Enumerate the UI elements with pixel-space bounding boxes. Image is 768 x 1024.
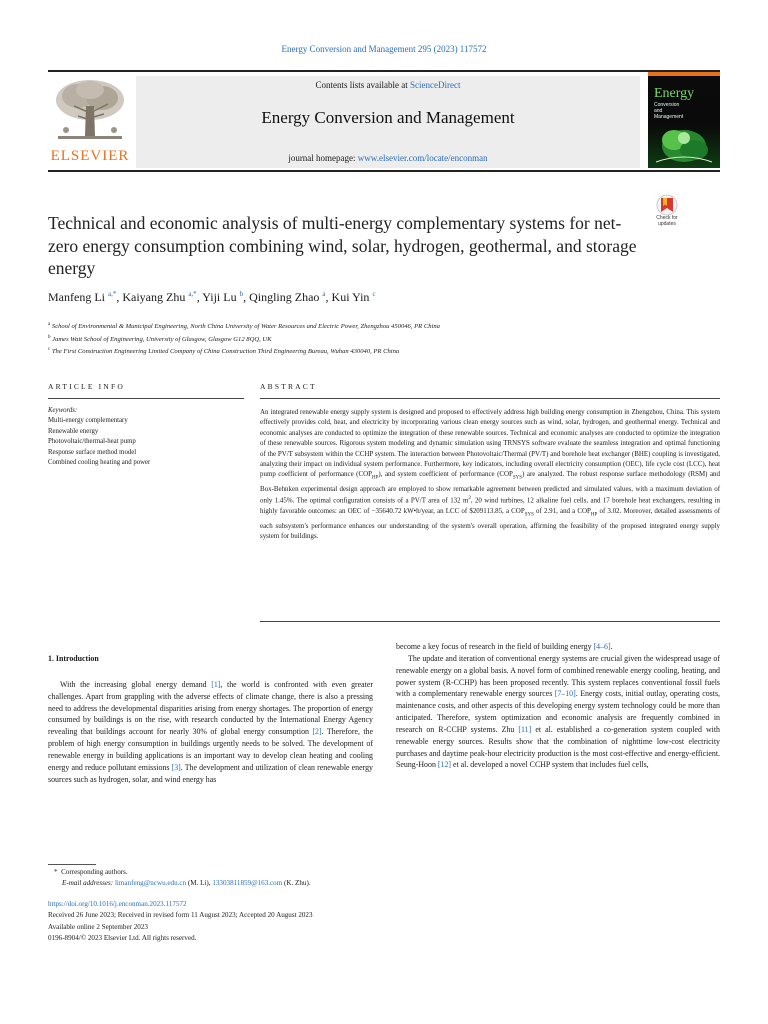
author-affiliation-mark[interactable]: a,*	[107, 290, 117, 298]
author-name: Qingling Zhao	[249, 290, 320, 304]
affiliation	[48, 333, 688, 346]
abstract-rule	[260, 398, 720, 399]
running-head[interactable]: Energy Conversion and Management 295 (2023) 117572	[281, 44, 487, 54]
author-name: Yiji Lu	[202, 290, 237, 304]
cover-subtitle-line: Conversion	[654, 102, 680, 108]
abstract-part: An integrated renewable energy supply system is designed and proposed to effectively address high building energy consumption in Zhengzhou, China. This system effectively provides cold, heat, and electricity by incorporating various clean energy sources such as wind, solar, hydrogen, and geothermal energy. Technical and economic analyses are conducted to optimize the integration of these renewable sources. Technical and economic analyses are conducted to optimize the integration of these renewable sources. Rigorous system modeling and dynamic simulation using TRNSYS software evaluate the seamless integration and optimal functioning of the PV/T subsystem within the CCHP system. The interaction between Photovoltaic/Thermal (PV/T) and borehole heat exchanger (BHE) coupling is investigated, analyzing their impact on individual system performance. Furthermore, key indicators, including overall electricity consumption (OEC), life cycle cost (LCC), heat pump coefficient of performance (COP	[260, 408, 720, 479]
footnotes	[48, 864, 720, 890]
author-list: Manfeng Li $^{a,*}$, Kaiyang Zhu $^{a,*}$, Yiji Lu $^b$, Qingling Zhao $^a$, Kui Yin $^c$	[48, 290, 376, 304]
contents-line	[136, 80, 640, 90]
affiliation-mark: c	[48, 347, 51, 353]
email-owner: (M. Li),	[186, 879, 213, 888]
cover-title: Energy	[654, 86, 695, 101]
email-link[interactable]: limanfeng@ncwu.edu.cn	[114, 879, 187, 888]
abstract-part: , 20 wind turbines, 12 alkaline fuel cells, and 17 borehole heat exchangers, resulting in highly favorable outcomes: an OEC of −35640.72 kW•h/year, an LCC of $209113.85, a COP	[260, 496, 720, 516]
doi-link[interactable]: https://doi.org/10.1016/j.enconman.2023.117572	[48, 900, 187, 908]
elsevier-tree-icon	[52, 76, 128, 144]
text-run: With the increasing global energy demand	[60, 679, 212, 689]
body-column-right	[396, 641, 720, 771]
affiliation	[48, 345, 688, 358]
abstract-subscript: SYS	[512, 475, 523, 481]
text-run: The update and iteration of conventional energy systems are crucial given the widespread usage of renewable energy on a global basis. A novel form of combined renewable energy cooling, heating, and power system (R-CCHP) has been proposed recently. This system replaces conventional fossil fuels with a complementary renewable energy sources	[396, 653, 720, 699]
abstract-superscript: 2	[468, 496, 471, 502]
abstract-part: of 3.02. Moreover, detailed assessments of each subsystem's performance enhances our understanding of the system's overall operation, affirming the feasibility of the proposed integrated energy supply system for buildings.	[260, 507, 721, 541]
paragraph-continued	[396, 641, 720, 653]
citation-link[interactable]: [4–6]	[593, 642, 611, 651]
email-link[interactable]: 13303811859@163.com	[212, 879, 283, 888]
contents-prefix: Contents lists available at	[315, 80, 410, 90]
text-run: , the world is confronted with even greater challenges. Apart from grappling with the adverse effects of climate change, there is also a pressing need to address the developmental disparities arising from energy shortages. The proportion of energy consumed by buildings is on the rise, with research conducted by the International Energy Agency revealing that buildings account for nearly 30% of global energy consumption	[48, 679, 373, 737]
received-dates: Received 26 June 2023; Received in revised form 11 August 2023; Accepted 20 August 2023	[48, 911, 313, 920]
masthead-bottom-rule	[48, 170, 720, 172]
affiliation	[48, 320, 688, 333]
paragraph	[396, 653, 720, 771]
affiliation-text: School of Environmental & Municipal Engineering, North China University of Water Resources and Electric Power, Zhengzhou 450046, PR China	[51, 323, 440, 330]
affiliation-mark: a	[48, 322, 51, 327]
email-owner: (K. Zhu).	[282, 879, 311, 888]
citation-link[interactable]: [7–10]	[554, 689, 576, 699]
cover-artwork	[648, 116, 720, 168]
journal-masthead	[48, 70, 720, 172]
article-info-rule	[48, 398, 244, 399]
email-note	[48, 878, 720, 889]
journal-title: Energy Conversion and Management	[261, 108, 515, 127]
article-history	[48, 899, 720, 944]
author-affiliation-mark[interactable]: a	[322, 290, 326, 298]
keyword-item: Response surface method model	[48, 448, 137, 456]
homepage-prefix: journal homepage:	[288, 153, 358, 163]
section-heading: 1. Introduction	[48, 654, 99, 663]
cover-subtitle-line: and	[654, 108, 663, 114]
text-run: . Therefore, the problem of high energy consumption in buildings urgently needs to be solved. The development of renewable energy in building applications is an important way to develop clean heating and cooling energy and reduce pollutant emissions	[48, 727, 373, 772]
check-updates-label	[650, 215, 684, 227]
elsevier-logo[interactable]	[48, 76, 132, 168]
text-run: . The development and utilization of clean renewable energy sources such as hydrogen, solar, and wind energy has	[48, 762, 373, 784]
masthead-info-box	[136, 76, 640, 168]
homepage-link[interactable]: www.elsevier.com/locate/enconman	[357, 153, 488, 163]
available-online: Available online 2 September 2023	[48, 922, 148, 931]
copyright-line: 0196-8904/© 2023 Elsevier Ltd. All rights reserved.	[48, 933, 197, 942]
text-run: .	[610, 642, 613, 651]
email-label: E-mail addresses:	[62, 879, 114, 888]
affiliation-text: James Watt School of Engineering, University of Glasgow, Glasgow G12 8QQ, UK	[52, 335, 272, 343]
abstract-subscript: HP	[590, 512, 598, 518]
text-run: et al. developed a novel CCHP system that includes fuel cells,	[451, 760, 649, 770]
paper-title: Technical and economic analysis of multi-energy complementary systems for net-zero energy consumption combining wind, solar, hydrogen, geothermal, and storage energy	[48, 213, 637, 278]
citation-link[interactable]: [3]	[171, 762, 181, 772]
affiliation-list	[48, 320, 688, 358]
keyword-item: Combined cooling heating and power	[48, 459, 151, 467]
author-name: Kui Yin	[331, 290, 370, 304]
citation-link[interactable]: [1]	[211, 679, 221, 689]
keyword-item: Photovoltaic/thermal-heat pump	[48, 438, 136, 446]
abstract-heading: ABSTRACT	[260, 382, 317, 391]
abstract-part: ), and system coefficient of performance (COP	[378, 470, 513, 479]
abstract-bottom-rule	[260, 621, 720, 622]
affiliation-mark: b	[48, 334, 51, 340]
author-name: Kaiyang Zhu	[122, 290, 186, 304]
masthead-top-rule	[48, 70, 720, 72]
cover-subtitle-line: Management	[654, 114, 684, 120]
text-run: become a key focus of research in the field of building energy	[396, 642, 594, 651]
article-info-heading: ARTICLE INFO	[48, 382, 125, 391]
homepage-line	[136, 153, 640, 163]
author-affiliation-mark[interactable]: b	[239, 290, 244, 298]
keyword-item: Renewable energy	[48, 427, 99, 435]
corresponding-text: Corresponding authors.	[61, 868, 128, 876]
citation-link[interactable]: [11]	[518, 724, 532, 734]
text-run: et al. established a co-generation system coupled with renewable energy sources. Results show that the combination of nighttime low-cost electricity purchases and daytime peak-hour electricity production is the most cost-effective and energy-efficient. Seung-Hoon	[396, 724, 720, 770]
citation-link[interactable]: [2]	[312, 727, 322, 737]
abstract-part: ) are analyzed. The robust response surface methodology (RSM) and Box-Behnken experimental design approach are employed to show remarkable agreement between predicted and simulated values, with a maximum deviation of only 1.45%. The optimal configuration consists of a PV/T area of 132 m	[260, 470, 720, 505]
affiliation-text: The First Construction Engineering Limited Company of China Construction Third Engineering Bureau, Wuhan 430040, PR China	[51, 348, 400, 356]
author-affiliation-mark[interactable]: c	[372, 290, 376, 298]
check-for-updates-badge[interactable]	[650, 194, 684, 230]
corresponding-note: * Corresponding authors.	[54, 868, 128, 876]
keyword-item: Multi-energy complementary	[48, 417, 128, 425]
abstract-part: of 2.91, and a COP	[533, 507, 591, 516]
abstract-subscript: HP	[371, 475, 379, 481]
check-updates-line: Check for	[656, 215, 678, 221]
journal-cover-image[interactable]	[648, 72, 720, 168]
author-affiliation-mark[interactable]: a,*	[188, 290, 197, 298]
sciencedirect-link[interactable]: ScienceDirect	[410, 80, 461, 90]
footnote-rule	[48, 864, 96, 865]
keywords-block	[48, 406, 244, 468]
cover-top-bar	[648, 72, 720, 76]
body-column-left	[48, 653, 373, 785]
check-updates-icon	[650, 194, 684, 216]
check-updates-line: updates	[658, 221, 676, 227]
keywords-label: Keywords:	[48, 407, 78, 414]
citation-link[interactable]: [12]	[437, 760, 452, 770]
text-run: . Energy costs, initial outlay, operating costs, maintenance costs, and other aspects of this developing energy system technology could be more than anticipated. Therefore, system optimization and economic analysis are frequently combined in research on R-CCHP systems. Zhu	[396, 689, 720, 734]
elsevier-wordmark: ELSEVIER	[50, 148, 130, 164]
abstract-text	[260, 407, 720, 542]
paragraph	[48, 679, 373, 786]
abstract-subscript: SYS	[524, 512, 534, 518]
author-name: Manfeng Li	[48, 290, 105, 304]
